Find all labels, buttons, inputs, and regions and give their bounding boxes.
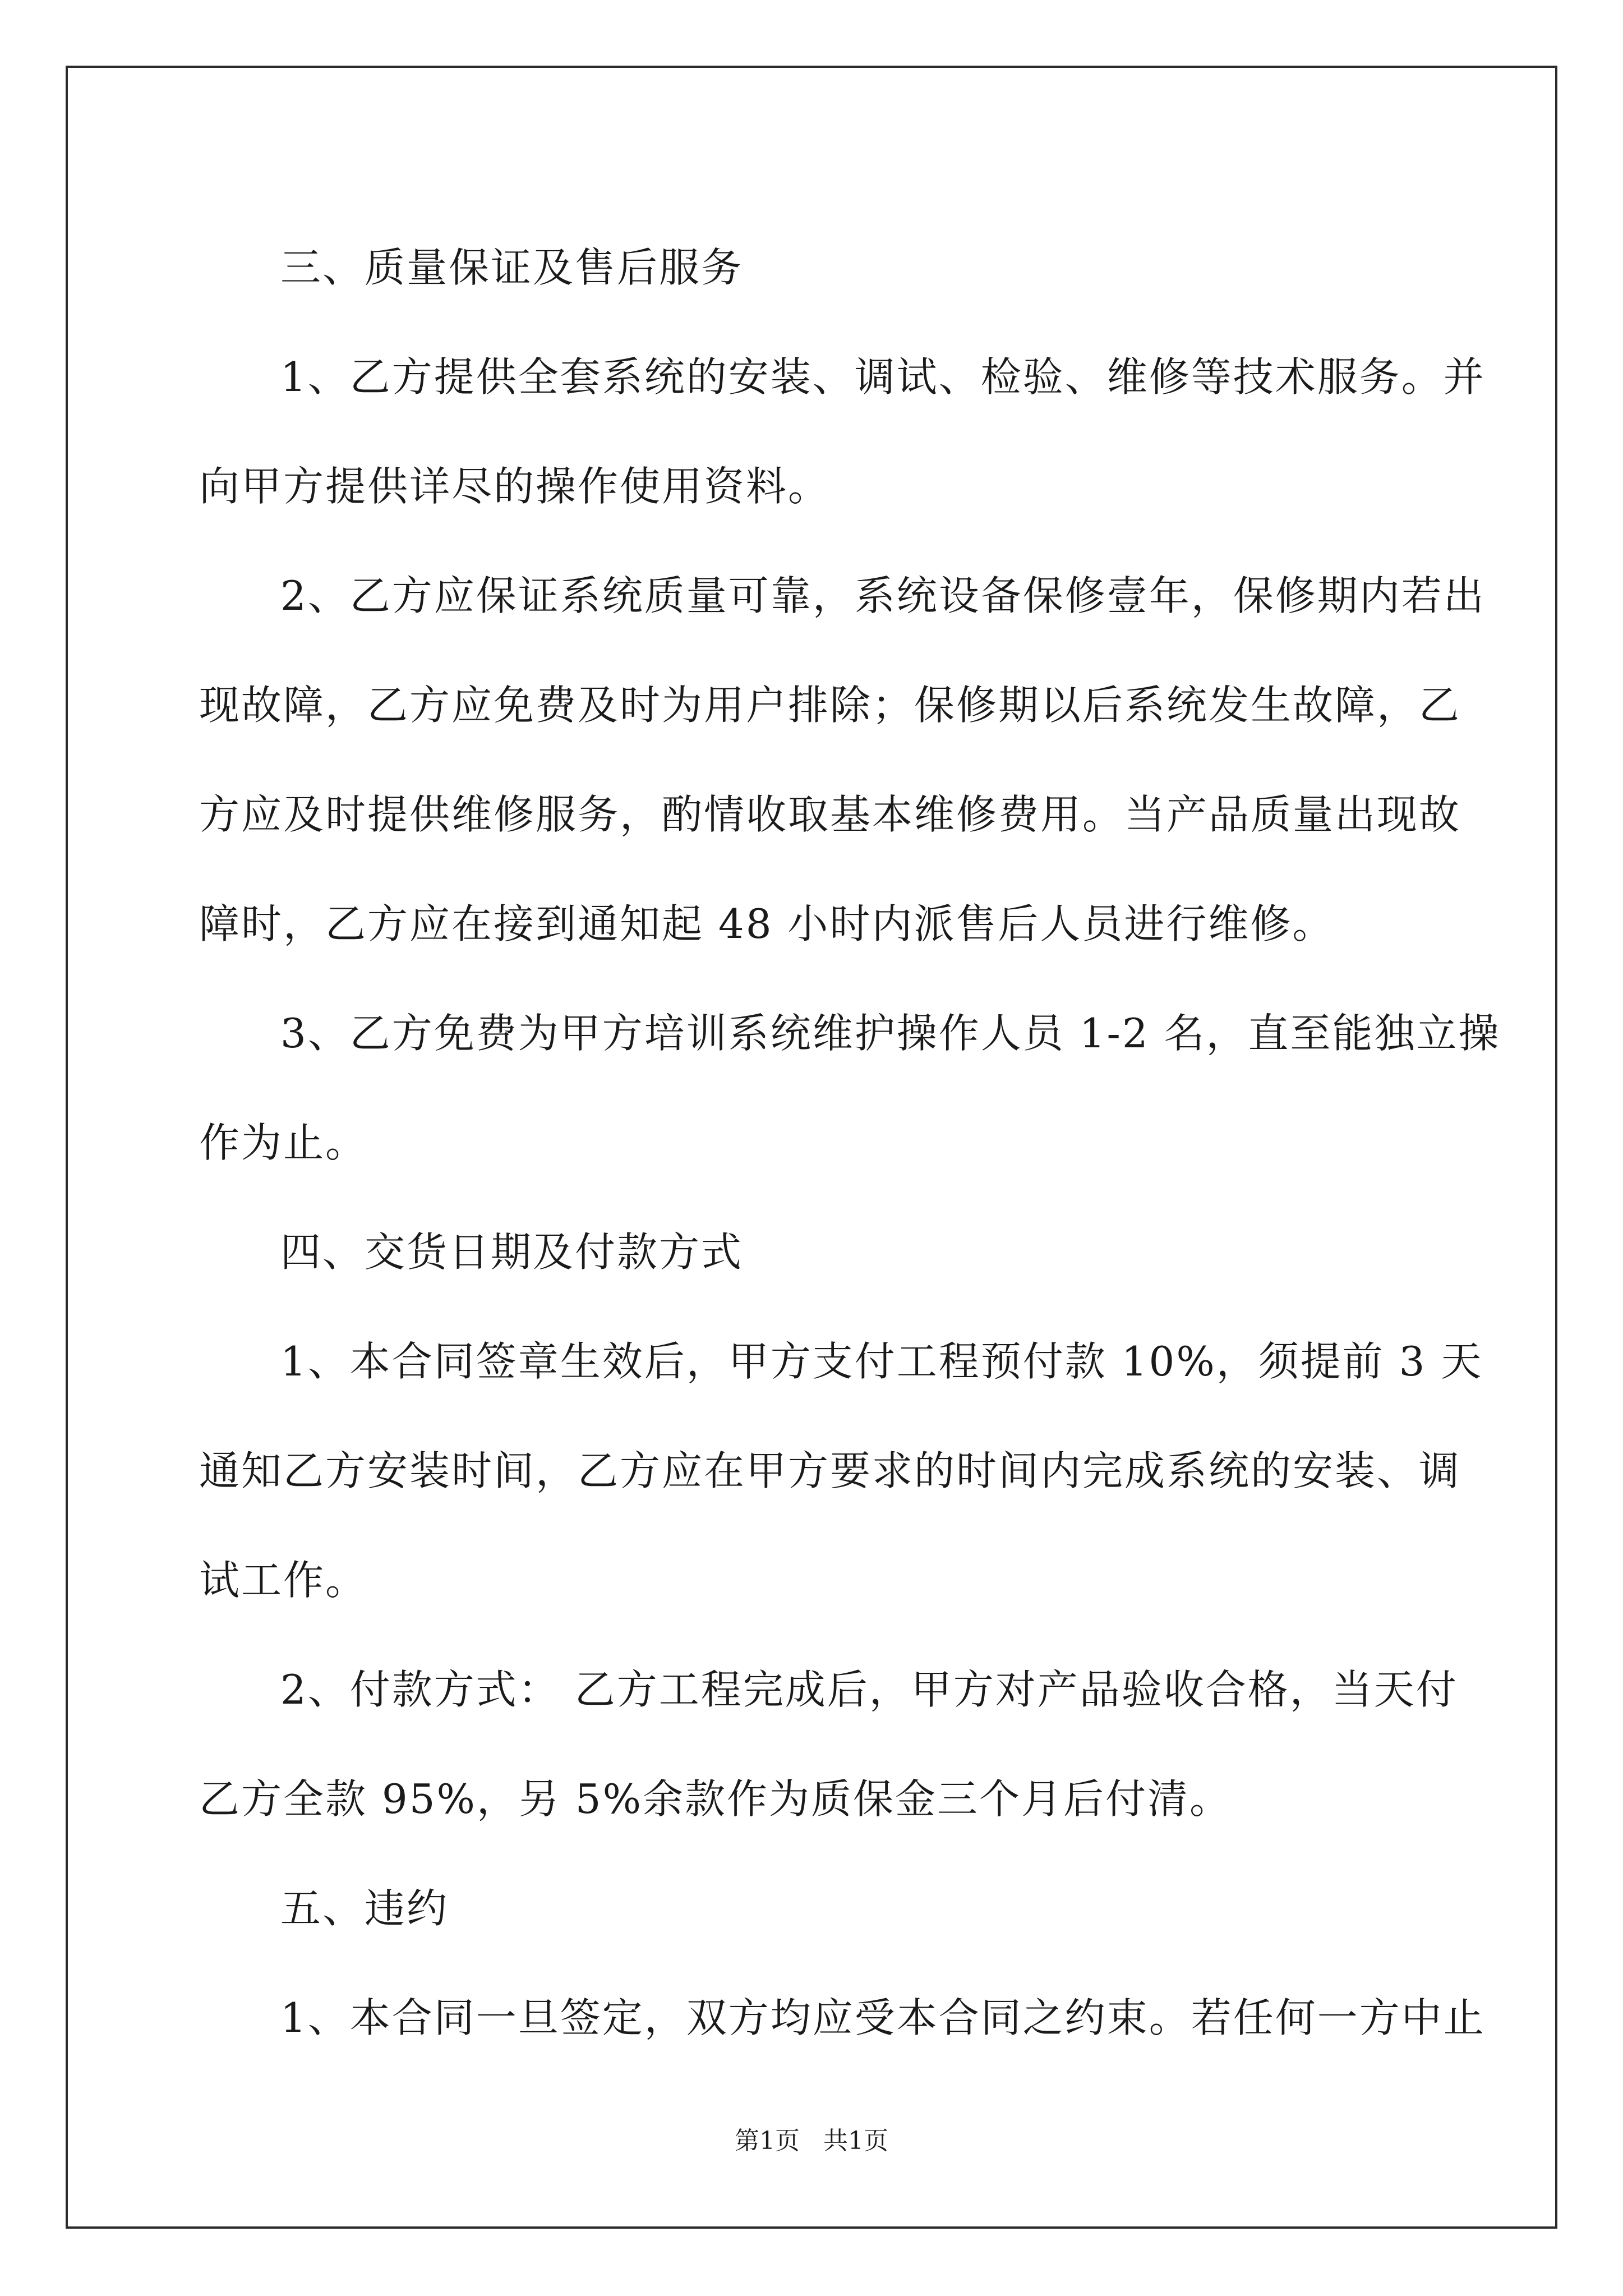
page-number-footer: 第1页 共1页	[735, 2127, 888, 2155]
paragraph-line: 3、乙方免费为甲方培训系统维护操作人员 1-2 名，直至能独立操	[280, 1010, 1501, 1057]
paragraph-line: 2、乙方应保证系统质量可靠，系统设备保修壹年，保修期内若出	[280, 572, 1486, 619]
paragraph-line: 乙方全款 95%，另 5%余款作为质保金三个月后付清。	[199, 1775, 1232, 1823]
paragraph-line: 障时，乙方应在接到通知起 48 小时内派售后人员进行维修。	[199, 900, 1335, 947]
paragraph-line: 向甲方提供详尽的操作使用资料。	[199, 463, 831, 510]
paragraph-line: 2、付款方式： 乙方工程完成后，甲方对产品验收合格，当天付	[280, 1666, 1458, 1713]
paragraph-line: 1、本合同一旦签定，双方均应受本合同之约束。若任何一方中止	[280, 1994, 1486, 2041]
section-heading-breach: 五、违约	[280, 1885, 449, 1932]
paragraph-line: 试工作。	[199, 1557, 368, 1604]
document-body	[199, 213, 1501, 2073]
paragraph-line: 通知乙方安装时间，乙方应在甲方要求的时间内完成系统的安装、调	[199, 1447, 1461, 1494]
section-heading-delivery: 四、交货日期及付款方式	[280, 1228, 744, 1276]
paragraph-line: 1、乙方提供全套系统的安装、调试、检验、维修等技术服务。并	[280, 353, 1486, 401]
paragraph-line: 1、本合同签章生效后，甲方支付工程预付款 10%，须提前 3 天	[280, 1338, 1483, 1385]
section-heading-quality: 三、质量保证及售后服务	[280, 244, 744, 291]
paragraph-line: 作为止。	[199, 1119, 368, 1166]
paragraph-line: 现故障，乙方应免费及时为用户排除；保修期以后系统发生故障，乙	[199, 682, 1461, 729]
paragraph-line: 方应及时提供维修服务，酌情收取基本维修费用。当产品质量出现故	[199, 791, 1461, 838]
